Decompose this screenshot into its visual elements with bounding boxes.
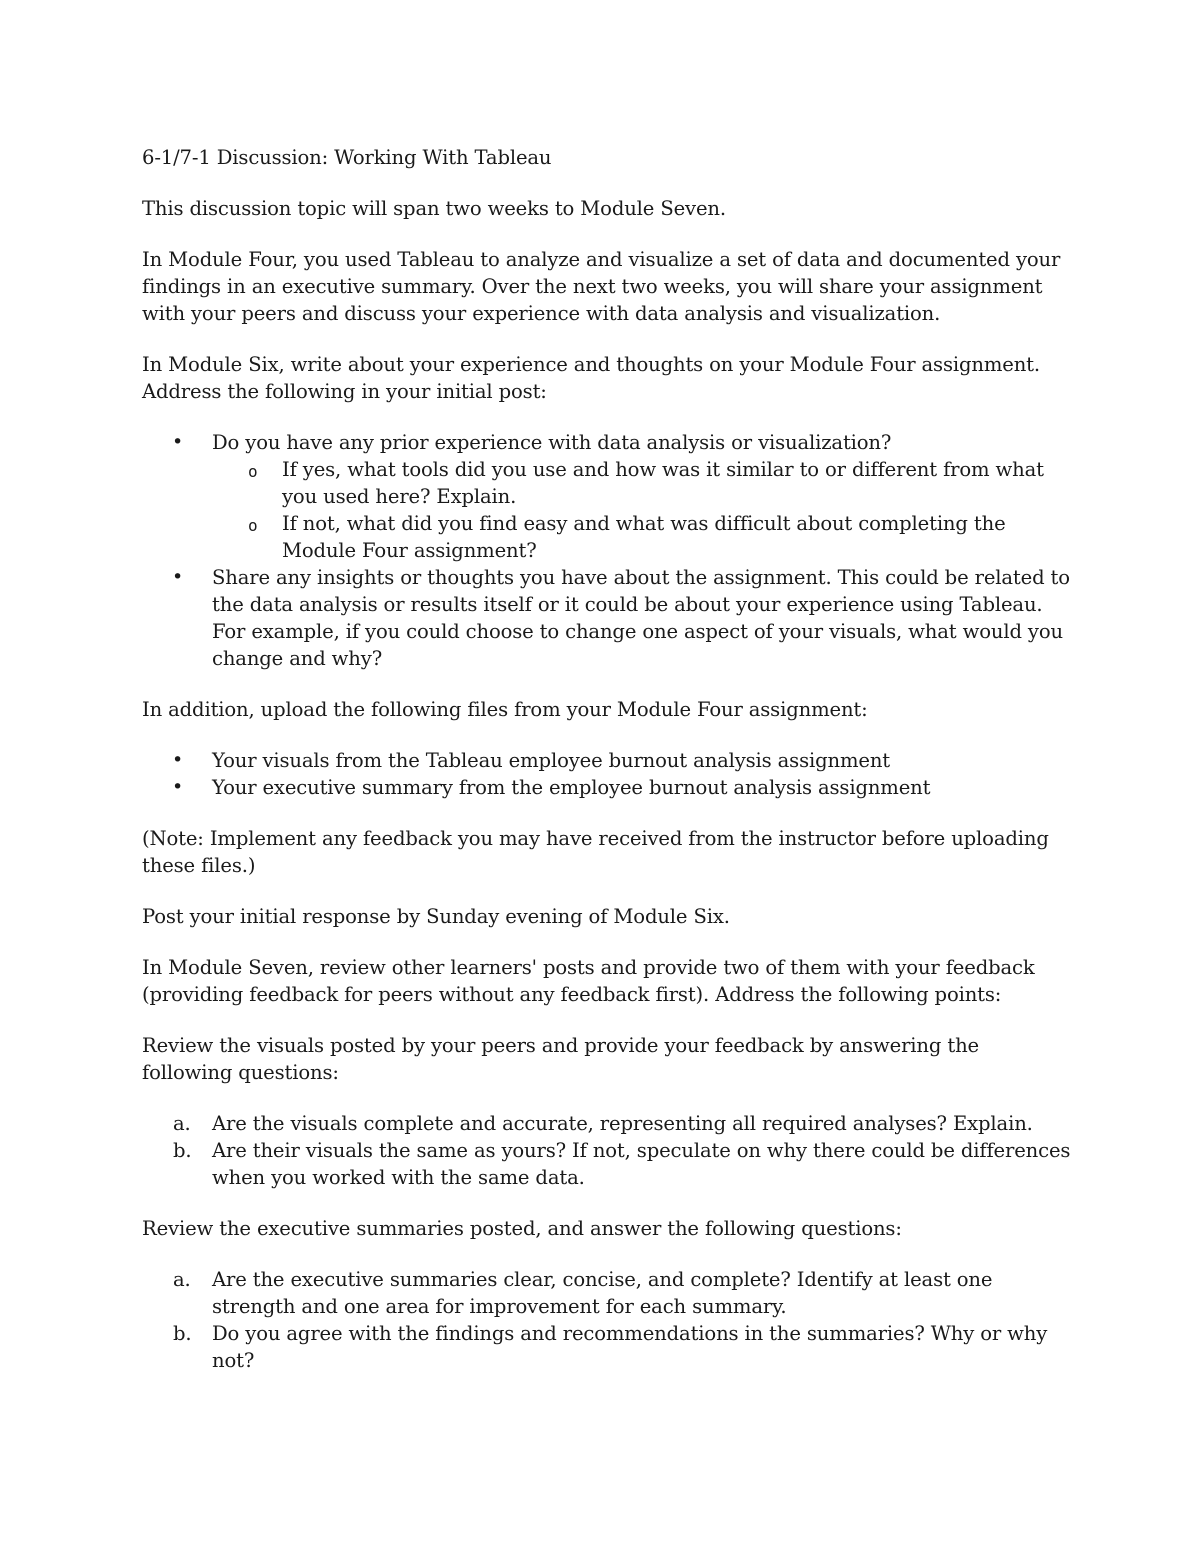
review-summaries-paragraph: Review the executive summaries posted, and answer the following questions: [142,1217,902,1240]
sub-list-item [212,456,1072,510]
upload-paragraph: In addition, upload the following files from your Module Four assignment: [142,698,868,721]
list-marker: b. [173,1139,192,1162]
list-item-text: Are their visuals the same as yours? If not, speculate on why there could be differences when you worked with the same data. [212,1139,1071,1189]
list-item-text: Are the executive summaries clear, concise, and complete? Identify at least one strength and one area for improvement for each summary. [212,1268,993,1318]
review-visuals-paragraph: Review the visuals posted by your peers and provide your feedback by answering the following questions: [142,1034,979,1084]
list-marker: b. [173,1322,192,1345]
module-six-paragraph: In Module Six, write about your experience and thoughts on your Module Four assignment. Address the following in your initial post: [142,353,1040,403]
list-marker: a. [173,1112,191,1135]
sub-list-item [212,510,1072,564]
module-four-paragraph: In Module Four, you used Tableau to analyze and visualize a set of data and documented your findings in an executive summary. Over the next two weeks, you will share your assignment with your peers and discuss your experience with data analysis and visualization. [142,248,1061,325]
list-item [142,747,1072,774]
summary-questions-list [142,1266,1072,1374]
module-seven-paragraph: In Module Seven, review other learners' posts and provide two of them with your feedback (providing feedback for peers without any feedback first). Address the following points: [142,956,1035,1006]
list-marker: a. [173,1268,191,1291]
list-item-text: Do you agree with the findings and recommendations in the summaries? Why or why not? [212,1322,1048,1372]
document-page [142,144,1072,1398]
list-item [142,1266,1072,1320]
list-item-text: Are the visuals complete and accurate, representing all required analyses? Explain. [212,1112,1033,1135]
sub-list-item-text: If yes, what tools did you use and how was it similar to or different from what you used here? Explain. [282,458,1044,508]
sub-list-item-text: If not, what did you find easy and what was difficult about completing the Module Four assignment? [282,512,1006,562]
list-item [142,429,1072,564]
initial-post-list [142,429,1072,672]
list-item-text: Your executive summary from the employee burnout analysis assignment [212,776,931,799]
list-item [142,774,1072,801]
note-paragraph: (Note: Implement any feedback you may have received from the instructor before uploading these files.) [142,827,1049,877]
sub-list [212,456,1072,564]
list-item [142,1137,1072,1191]
list-item-text: Share any insights or thoughts you have about the assignment. This could be related to the data analysis or results itself or it could be about your experience using Tableau. For example, if you could choose to change one aspect of your visuals, what would you change and why? [212,566,1070,670]
document-title: 6-1/7-1 Discussion: Working With Tableau [142,146,552,169]
list-item-text: Your visuals from the Tableau employee burnout analysis assignment [212,749,891,772]
post-by-paragraph: Post your initial response by Sunday evening of Module Six. [142,905,730,928]
list-item [142,1110,1072,1137]
list-item [142,1320,1072,1374]
list-item-text: Do you have any prior experience with data analysis or visualization? [212,431,892,454]
list-item [142,564,1072,672]
visual-questions-list [142,1110,1072,1191]
upload-list [142,747,1072,801]
intro-paragraph: This discussion topic will span two weeks to Module Seven. [142,197,726,220]
